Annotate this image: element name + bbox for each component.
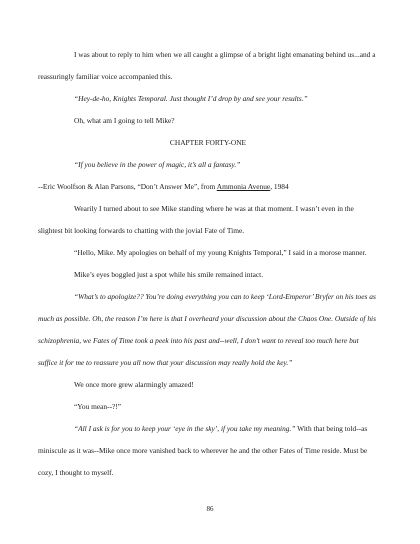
paragraph-10-rest: With that being told--as miniscule as it was--Mike once more vanished back to wherever he and the other Fates of Time reside. Must be cozy, I thought to myself. xyxy=(38,424,368,477)
page-number: 86 xyxy=(206,505,214,513)
paragraph-8: We once more grew alarmingly amazed! xyxy=(74,380,194,389)
epigraph-source xyxy=(38,176,378,198)
paragraph-2: “Hey-de-ho, Knights Temporal. Just thought I’d drop by and see your results.” xyxy=(74,94,308,103)
epigraph-source-suffix: , 1984 xyxy=(270,182,289,191)
epigraph-album: Ammonia Avenue xyxy=(216,182,271,191)
paragraph-7: “What’s to apologize?? You’re doing everything you can to keep ‘Lord-Emperor’ Bryfer on his toes as much as possible. Oh, the reason I’m here is that I overheard your discussion about the Chaos One. Outside of his schizophrenia, we Fates of Time took a peek into his past and--well, I don’t want to reveal too much here but suffice it for me to reassure you all now that your discussion may really hold the key.” xyxy=(38,292,376,367)
paragraph-1: I was about to reply to him when we all caught a glimpse of a bright light emanating behind us...and a reassuringly familiar voice accompanied this. xyxy=(38,50,376,81)
paragraph-9: “You mean--?!” xyxy=(74,402,122,411)
chapter-heading: CHAPTER FORTY-ONE xyxy=(169,138,247,147)
paragraph-10-italic: “All I ask is for you to keep your ‘eye in the sky’, if you take my meaning.” xyxy=(74,424,296,433)
paragraph-3: Oh, what am I going to tell Mike? xyxy=(74,116,175,125)
page-body xyxy=(38,44,378,484)
epigraph-source-prefix: --Eric Woolfson & Alan Parsons, “Don’t Answer Me”, from xyxy=(38,182,217,191)
paragraph-5: “Hello, Mike. My apologies on behalf of my young Knights Temporal,” I said in a morose manner. xyxy=(74,248,367,257)
paragraph-4: Wearily I turned about to see Mike standing where he was at that moment. I wasn’t even in the slightest bit looking forwards to chatting with the jovial Fate of Time. xyxy=(38,204,354,235)
paragraph-10 xyxy=(38,418,378,484)
epigraph-quote: “If you believe in the power of magic, it’s all a fantasy.” xyxy=(74,160,241,169)
paragraph-6: Mike’s eyes boggled just a spot while his smile remained intact. xyxy=(74,270,264,279)
